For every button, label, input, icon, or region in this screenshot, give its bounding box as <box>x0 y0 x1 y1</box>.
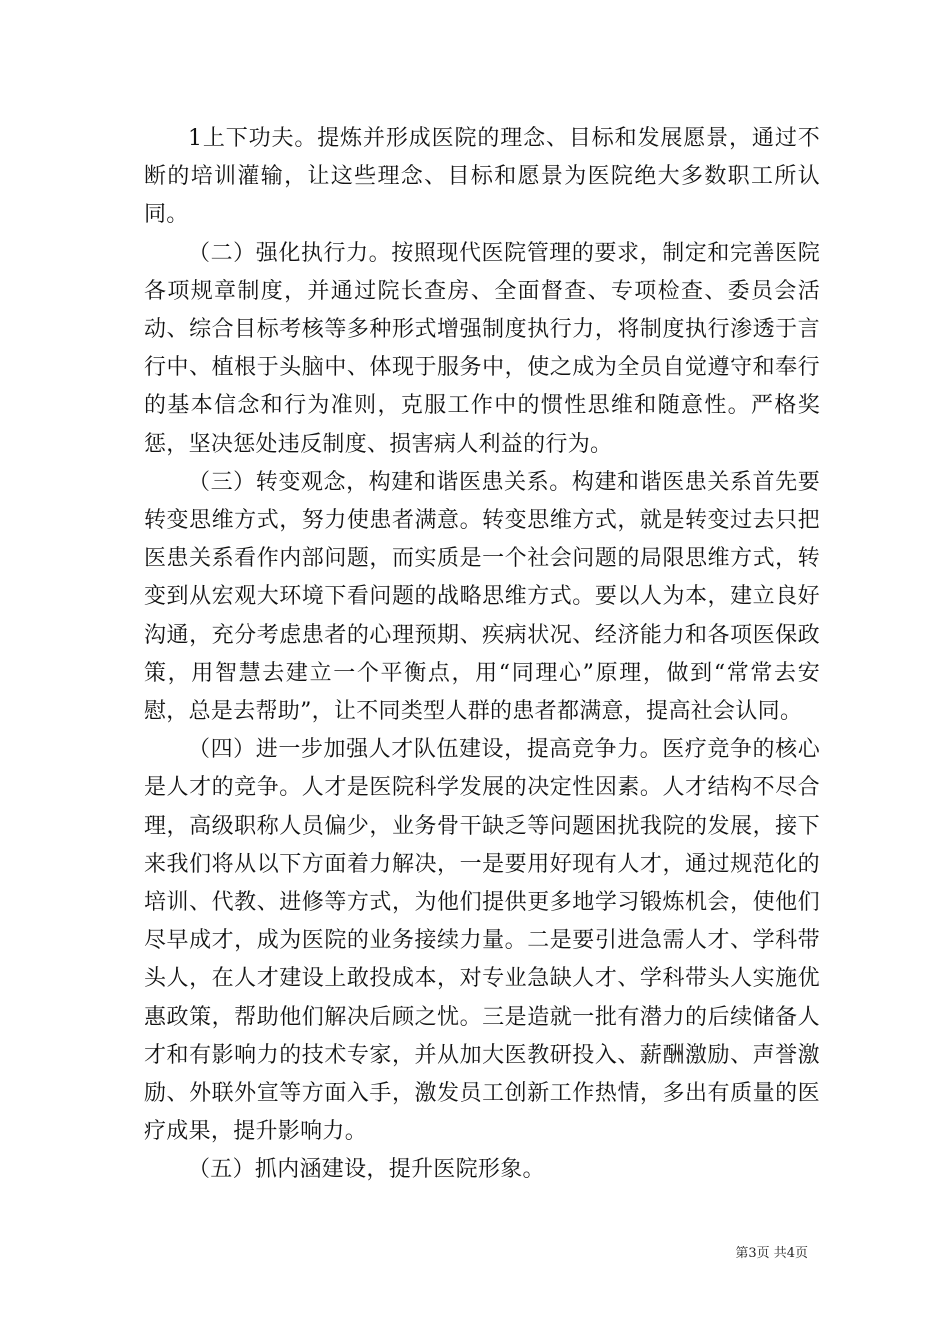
paragraph-2: （二）强化执行力。按照现代医院管理的要求，制定和完善医院各项规章制度，并通过院长查房、全面督查、专项检查、委员会活动、综合目标考核等多种形式增强制度执行力，将制度执行渗透于言行中、植根于头脑中、体现于服务中，使之成为全员自觉遵守和奉行的基本信念和行为准则，克服工作中的惯性思维和随意性。严格奖惩，坚决惩处违反制度、损害病人利益的行为。 <box>144 240 820 457</box>
document-body <box>144 120 820 1190</box>
paragraph-4: （四）进一步加强人才队伍建设，提高竞争力。医疗竞争的核心是人才的竞争。人才是医院科学发展的决定性因素。人才结构不尽合理，高级职称人员偏少，业务骨干缺乏等问题困扰我院的发展，接下来我们将从以下方面着力解决，一是要用好现有人才，通过规范化的培训、代教、进修等方式，为他们提供更多地学习锻炼机会，使他们尽早成才，成为医院的业务接续力量。二是要引进急需人才、学科带头人，在人才建设上敢投成本，对专业急缺人才、学科带头人实施优惠政策，帮助他们解决后顾之忧。三是造就一批有潜力的后续储备人才和有影响力的技术专家，并从加大医教研投入、薪酬激励、声誉激励、外联外宣等方面入手，激发员工创新工作热情，多出有质量的医疗成果，提升影响力。 <box>144 737 820 1145</box>
paragraph-3: （三）转变观念，构建和谐医患关系。构建和谐医患关系首先要转变思维方式，努力使患者满意。转变思维方式，就是转变过去只把医患关系看作内部问题，而实质是一个社会问题的局限思维方式，转变到从宏观大环境下看问题的战略思维方式。要以人为本，建立良好沟通，充分考虑患者的心理预期、疾病状况、经济能力和各项医保政策，用智慧去建立一个平衡点，用“同理心”原理，做到“常常去安慰，总是去帮助”，让不同类型人群的患者都满意，提高社会认同。 <box>144 469 820 725</box>
paragraph-5: （五）抓内涵建设，提升医院形象。 <box>188 1157 545 1183</box>
page-number-footer: 第3页 共4页 <box>735 1246 808 1261</box>
paragraph-1: 1上下功夫。提炼并形成医院的理念、目标和发展愿景，通过不断的培训灌输，让这些理念、目标和愿景为医院绝大多数职工所认同。 <box>144 126 820 228</box>
